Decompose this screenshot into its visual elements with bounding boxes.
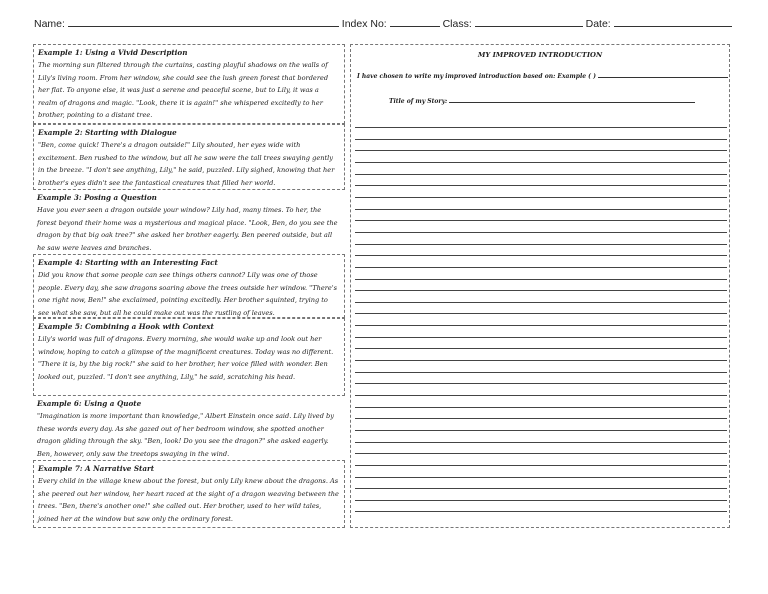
example-text: The morning sun filtered through the curtains, casting playful shadows on the walls of Lily's living room. From her window, she could see the lush green forest that bordered her flat. To anyone else, it was just a serene and peaceful scene, but to Lily, it was a realm of dragons and magic. "Look, there it is again!" she whispered excitedly to her brother, pointing to a distant tree.: [38, 61, 329, 120]
example-title: Example 4: Starting with an Interesting Fact: [38, 258, 218, 267]
writing-line[interactable]: [355, 244, 727, 245]
writing-line[interactable]: [355, 209, 727, 210]
example-box-6: [33, 396, 345, 460]
example-box-1: [33, 44, 345, 124]
writing-line[interactable]: [355, 477, 727, 478]
writing-line[interactable]: [355, 290, 727, 291]
writing-line[interactable]: [355, 337, 727, 338]
example-title: Example 5: Combining a Hook with Context: [38, 322, 214, 331]
writing-line[interactable]: [355, 500, 727, 501]
example-text: Every child in the village knew about the forest, but only Lily knew about the dragons. As she peered out her window, her heart raced at the sight of a dragon weaving between the trees. "Ben, there's another one!" she called out. Her brother, used to her wild tales, joined her at the window but saw only the ordinary forest.: [38, 477, 339, 523]
story-title-label: Title of my Story:: [389, 98, 448, 105]
writing-line[interactable]: [355, 139, 727, 140]
example-box-5: [33, 318, 345, 396]
example-box-4: [33, 254, 345, 318]
writing-line[interactable]: [355, 127, 727, 128]
index-label: Index No:: [341, 18, 387, 30]
writing-line[interactable]: [355, 418, 727, 419]
writing-line[interactable]: [355, 372, 727, 373]
class-field[interactable]: [475, 17, 583, 27]
writing-line[interactable]: [355, 162, 727, 163]
writing-line[interactable]: [355, 174, 727, 175]
writing-line[interactable]: [355, 220, 727, 221]
index-field[interactable]: [390, 17, 440, 27]
writing-line[interactable]: [355, 465, 727, 466]
writing-line[interactable]: [355, 232, 727, 233]
example-text: "Ben, come quick! There's a dragon outside!" Lily shouted, her eyes wide with excitement. Ben rushed to the window, but all he saw were the tall trees swaying gently in the breeze. "I don't see anything, Lily," he said, puzzled. Lily sighed, knowing that her brother's eyes didn't see the fantastical creatures that filled her world.: [38, 141, 335, 187]
example-text: Lily's world was full of dragons. Every morning, she would wake up and look out her window, hoping to catch a glimpse of the magnificent creatures. Today was no different. "There it is, by the big rock!" she said to her brother, her voice filled with wonder. Ben looked out, puzzled. "I don't see anything, Lily," he said, scratching his head.: [38, 335, 334, 381]
name-label: Name:: [34, 18, 65, 30]
writing-line[interactable]: [355, 325, 727, 326]
writing-line[interactable]: [355, 453, 727, 454]
panel-title: MY IMPROVED INTRODUCTION: [477, 51, 603, 59]
writing-line[interactable]: [355, 197, 727, 198]
writing-line[interactable]: [355, 348, 727, 349]
example-title: Example 1: Using a Vivid Description: [38, 48, 188, 57]
writing-line[interactable]: [355, 488, 727, 489]
example-box-3: [33, 190, 345, 254]
example-title: Example 7: A Narrative Start: [38, 464, 155, 473]
writing-line[interactable]: [355, 267, 727, 268]
writing-line[interactable]: [355, 395, 727, 396]
example-title: Example 6: Using a Quote: [37, 399, 142, 408]
story-title-field[interactable]: [449, 96, 695, 103]
example-text: "Imagination is more important than knowledge," Albert Einstein once said. Lily lived by these words every day. As she gazed out of her bedroom window, she spotted another dragon gliding through the sky. "Ben, look! Do you see the dragon?" she asked eagerly. Ben, however, only saw the treetops swaying in the wind.: [37, 412, 334, 458]
date-label: Date:: [585, 18, 611, 30]
example-title: Example 2: Starting with Dialogue: [38, 128, 177, 137]
example-choice-field[interactable]: [598, 71, 728, 78]
writing-line[interactable]: [355, 255, 727, 256]
name-field[interactable]: [68, 17, 339, 27]
example-text: Have you ever seen a dragon outside your window? Lily had, many times. To her, the forest beyond their home was a mysterious and magical place. "Look, Ben, do you see the dragon by that big oak tree?" she asked her brother eagerly. Ben peered outside, but all he saw were leaves and branches.: [37, 206, 338, 252]
example-title: Example 3: Posing a Question: [37, 193, 157, 202]
writing-line[interactable]: [355, 360, 727, 361]
example-box-2: [33, 124, 345, 190]
example-box-7: [33, 460, 345, 528]
writing-line[interactable]: [355, 442, 727, 443]
example-text: Did you know that some people can see things others cannot? Lily was one of those people. Every day, she saw dragons soaring above the trees outside her window. "There's one right now, Ben!" she exclaimed, pointing excitedly. Her brother squinted, trying to see what she saw, but all he could make out was the rustling of leaves.: [38, 271, 338, 317]
date-field[interactable]: [614, 17, 732, 27]
student-info-header: [34, 17, 734, 30]
writing-line[interactable]: [355, 313, 727, 314]
writing-line[interactable]: [355, 383, 727, 384]
writing-line[interactable]: [355, 185, 727, 186]
example-choice-prompt: [357, 71, 728, 80]
writing-line[interactable]: [355, 150, 727, 151]
writing-line[interactable]: [355, 511, 727, 512]
writing-line[interactable]: [355, 302, 727, 303]
writing-line[interactable]: [355, 430, 727, 431]
improved-introduction-panel: [350, 44, 730, 528]
writing-line[interactable]: [355, 407, 727, 408]
story-title-row: [389, 96, 695, 105]
class-label: Class:: [442, 18, 472, 30]
writing-line[interactable]: [355, 279, 727, 280]
example-choice-label: I have chosen to write my improved introduction based on: Example ( ): [357, 73, 596, 80]
